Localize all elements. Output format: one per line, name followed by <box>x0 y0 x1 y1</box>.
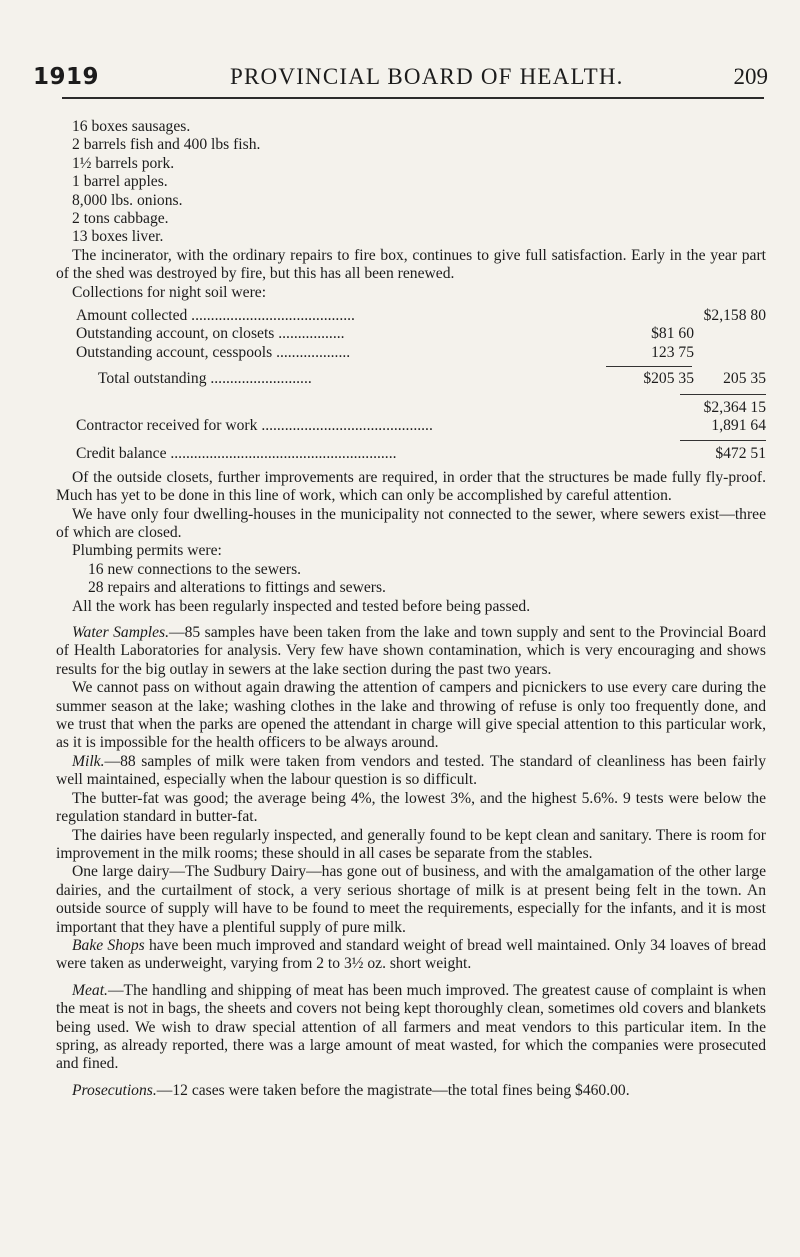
finance-label: Amount collected .......................................... <box>76 307 355 325</box>
sudbury-dairy-paragraph: One large dairy—The Sudbury Dairy—has gone out of business, and with the amalgamation of the other large dairies, and the curtailment of stock, a very serious shortage of milk is at present being felt in the town. An outside source of supply will have to be found to meet the requirements, especially for the infants, and it is most important that they have a plentiful supply of pure milk. <box>56 863 766 936</box>
list-item: 2 tons cabbage. <box>72 210 169 228</box>
sum-rule <box>680 440 766 441</box>
plumbing-intro: Plumbing permits were: <box>72 542 222 560</box>
meat-heading: Meat. <box>72 981 108 999</box>
water-samples-text: —85 samples have been taken from the lake and town supply and sent to the Provincial Board of Health Laboratories for analysis. Very few have shown contamination, which is very encouraging and shows results for the big outlay in sewers at the lake section during the past two years. <box>56 624 766 678</box>
finance-amount: $205 35 <box>643 370 694 388</box>
list-item: 13 boxes liver. <box>72 228 164 246</box>
finance-label: Total outstanding .......................... <box>98 370 312 388</box>
milk-text: —88 samples of milk were taken from vendors and tested. The standard of cleanliness has been fairly well maintained, especially when the labour question is so difficult. <box>56 752 766 789</box>
inspected-paragraph: All the work has been regularly inspected and tested before being passed. <box>72 597 531 615</box>
bake-shops-text: have been much improved and standard weight of bread well maintained. Only 34 loaves of bread were taken as underweight, varying from 2 to 3½ oz. short weight. <box>56 936 766 973</box>
plumbing-list <box>56 561 766 598</box>
page-body <box>56 118 766 1100</box>
water-samples-heading: Water Samples. <box>72 624 170 642</box>
finance-row-contractor <box>56 417 766 435</box>
finance-total: $2,158 80 <box>703 307 766 325</box>
finance-row-subtotal <box>56 399 766 417</box>
supplies-list <box>56 118 766 247</box>
finance-rule-row <box>56 435 766 445</box>
finance-total: $472 51 <box>715 445 766 463</box>
finance-total: 1,891 64 <box>711 417 766 435</box>
finance-row-closets <box>56 325 766 343</box>
header-rule <box>62 97 764 99</box>
finance-label: Outstanding account, on closets ................. <box>76 325 345 343</box>
dwelling-paragraph: We have only four dwelling-houses in the municipality not connected to the sewer, where sewers exist—three of which are closed. <box>56 505 766 542</box>
list-item: 2 barrels fish and 400 lbs fish. <box>72 136 261 154</box>
finance-amount: 123 75 <box>651 343 694 361</box>
finance-row-amount-collected <box>56 307 766 325</box>
butterfat-paragraph: The butter-fat was good; the average being 4%, the lowest 3%, and the highest 5.6%. 9 tests were below the regulation standard in butter-fat. <box>56 789 766 826</box>
meat-paragraph <box>56 982 766 1074</box>
finance-label: Contractor received for work ............................................ <box>76 417 433 435</box>
prosecutions-text: —12 cases were taken before the magistrate—the total fines being $460.00. <box>156 1081 630 1099</box>
sum-rule <box>680 394 766 395</box>
list-item: 16 new connections to the sewers. <box>88 560 302 578</box>
page-header <box>33 64 768 96</box>
finance-rule-row <box>56 362 766 370</box>
bake-shops-heading: Bake Shops <box>72 936 145 954</box>
finance-label: Credit balance .......................................................... <box>76 445 397 463</box>
prosecutions-heading: Prosecutions. <box>72 1081 157 1099</box>
finance-amount: $81 60 <box>651 325 694 343</box>
page-number: 209 <box>733 64 768 89</box>
prosecutions-paragraph <box>56 1082 766 1100</box>
milk-heading: Milk. <box>72 752 105 770</box>
finance-rule-row <box>56 389 766 399</box>
water-samples-paragraph <box>56 624 766 679</box>
list-item: 28 repairs and alterations to fittings and sewers. <box>88 579 386 597</box>
closets-paragraph: Of the outside closets, further improvements are required, in order that the structures be made fully fly-proof. Much has yet to be done in this line of work, which can only be accomplished by careful attention. <box>56 468 766 505</box>
dairies-paragraph: The dairies have been regularly inspected, and generally found to be kept clean and sanitary. There is room for improvement in the milk rooms; these should in all cases be separate from the stables. <box>56 826 766 862</box>
campers-paragraph: We cannot pass on without again drawing the attention of campers and picnickers to use every care during the summer season at the lake; washing clothes in the lake and throwing of refuse is only too frequently done, and we trust that when the parks are opened the attendant in charge will give special attention to this particular work, as it is impossible for the health officers to be always around. <box>56 679 766 752</box>
collections-intro: Collections for night soil were: <box>72 283 267 301</box>
list-item: 1 barrel apples. <box>72 173 168 191</box>
finance-row-credit <box>56 445 766 463</box>
list-item: 1½ barrels pork. <box>72 154 175 172</box>
finance-row-total-outstanding <box>56 370 766 388</box>
finance-table <box>56 307 766 464</box>
milk-paragraph <box>56 753 766 790</box>
header-title: PROVINCIAL BOARD OF HEALTH. <box>230 64 624 89</box>
sum-rule <box>606 366 692 367</box>
incinerator-paragraph: The incinerator, with the ordinary repairs to fire box, continues to give full satisfaction. Early in the year part of the shed was destroyed by fire, but this has all been renewed. <box>56 246 766 283</box>
list-item: 16 boxes sausages. <box>72 118 191 135</box>
finance-row-cesspools <box>56 344 766 362</box>
finance-total: 205 35 <box>723 370 766 388</box>
finance-total: $2,364 15 <box>703 398 766 416</box>
header-year: 1919 <box>33 64 100 90</box>
list-item: 8,000 lbs. onions. <box>72 191 183 209</box>
meat-text: —The handling and shipping of meat has been much improved. The greatest cause of complaint is when the meat is not in bags, the sheets and covers not being kept thoroughly clean, sometimes old covers and blankets being used. We wish to draw special attention of all farmers and meat vendors to this particular item. In the spring, as already reported, there was a large amount of meat wasted, for which the companies were prosecuted and fined. <box>56 981 766 1073</box>
bake-shops-paragraph <box>56 937 766 974</box>
finance-label: Outstanding account, cesspools ................... <box>76 343 351 361</box>
